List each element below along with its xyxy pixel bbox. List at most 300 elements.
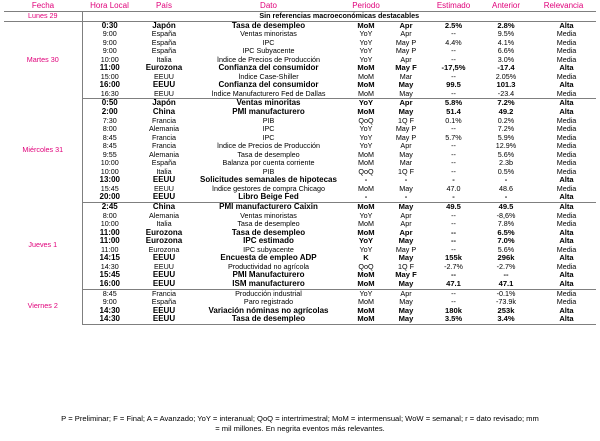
table-row — [4, 289, 596, 298]
cell-mes: Apr — [399, 21, 413, 30]
cell-tipo: MoM — [346, 315, 386, 324]
table-row — [4, 176, 596, 185]
cell-pais: Eurozona — [148, 245, 180, 254]
header-row — [4, 0, 596, 12]
cell-mes: May — [386, 280, 426, 289]
table-row — [4, 315, 596, 324]
cell-mes: May — [398, 202, 414, 212]
table-row — [4, 73, 596, 82]
cell-mes: 1Q F — [398, 167, 414, 176]
cell-pais: España — [151, 30, 177, 39]
cell-dato: Índice Case-Shiller — [238, 72, 299, 81]
table-row — [4, 64, 596, 73]
cell-dato: PMI Manufacturero — [232, 271, 305, 280]
cell-tipo: YoY — [359, 125, 373, 134]
cell-hora: 13:00 — [99, 176, 120, 185]
table-row — [4, 271, 596, 280]
cell-mes: May — [398, 237, 414, 246]
cell-dato: Índice gestores de compra Chicago — [211, 184, 326, 193]
cell-mes: Apr — [399, 228, 413, 237]
table-row — [4, 298, 596, 307]
cell-mes: May — [399, 150, 413, 159]
cell-estimado: 155k — [445, 254, 462, 263]
cell-estimado: -- — [451, 298, 456, 307]
cell-hora: 8:00 — [102, 211, 117, 220]
cell-anterior: - — [504, 176, 508, 185]
cell-hora: 10:00 — [100, 55, 119, 64]
cell-tipo: MoM — [357, 81, 375, 90]
cell-pais: EEUU — [137, 90, 191, 99]
table-row — [4, 142, 596, 151]
table-row — [4, 108, 596, 117]
cell-estimado: -- — [426, 90, 481, 99]
day-label: Martes 30 — [4, 21, 82, 99]
cell-hora: 8:45 — [102, 289, 117, 298]
cell-dato: PIB — [262, 116, 275, 125]
day-label: Jueves 1 — [4, 203, 82, 289]
cell-dato: Confianza del consumidor — [218, 81, 319, 90]
cell-relevancia: Media — [556, 55, 577, 64]
cell-tipo: QoQ — [358, 116, 374, 125]
cell-relevancia: Media — [556, 30, 577, 39]
cell-relevancia: Media — [556, 150, 577, 159]
cell-hora: 11:00 — [101, 245, 119, 254]
cell-tipo: MoM — [358, 298, 374, 307]
header-hora-local: Hora Local — [82, 0, 137, 12]
day-note: Sin referencias macroeconómicas destacables — [82, 12, 596, 22]
cell-estimado: -- — [451, 289, 456, 298]
cell-pais: Alemania — [149, 211, 179, 220]
cell-tipo: MoM — [358, 150, 374, 159]
cell-mes: May — [398, 254, 414, 263]
cell-estimado: -2.7% — [444, 262, 463, 271]
cell-anterior: - — [481, 193, 531, 202]
table-row — [4, 125, 596, 134]
cell-hora: 11:00 — [99, 237, 120, 246]
cell-tipo: QoQ — [358, 262, 374, 271]
cell-anterior: 7.2% — [497, 125, 515, 134]
table-row — [4, 47, 596, 56]
cell-tipo: YoY — [359, 55, 373, 64]
cell-relevancia: Alta — [559, 98, 574, 108]
cell-dato: IPC — [262, 125, 275, 134]
cell-estimado: -- — [451, 55, 456, 64]
cell-hora: 9:00 — [102, 298, 117, 307]
cell-pais: EEUU — [152, 176, 176, 185]
cell-anterior: -8,6% — [496, 211, 516, 220]
cell-tipo: MoM — [358, 220, 374, 229]
table-row — [4, 193, 596, 202]
cell-tipo: MoM — [357, 306, 375, 315]
cell-hora: 10:00 — [100, 220, 119, 229]
table-row — [4, 246, 596, 255]
cell-hora: 8:00 — [102, 125, 117, 134]
cell-mes: May — [386, 315, 426, 324]
cell-dato: IPC subyacente — [243, 245, 294, 254]
cell-anterior: 5.6% — [497, 150, 515, 159]
cell-pais: Japón — [152, 21, 176, 30]
cell-pais: EEUU — [152, 81, 176, 90]
cell-relevancia: Media — [531, 90, 596, 99]
header-pais: País — [137, 0, 191, 12]
cell-anterior: 296k — [497, 254, 515, 263]
cell-anterior: 2.3b — [499, 159, 513, 168]
cell-estimado: -- — [451, 30, 456, 39]
cell-relevancia: Alta — [559, 81, 574, 90]
cell-hora: 14:30 — [99, 306, 120, 315]
table-row — [4, 212, 596, 221]
cell-anterior: 7.2% — [497, 98, 515, 108]
footnote — [4, 414, 596, 433]
cell-relevancia: Alta — [559, 64, 574, 73]
table-row — [4, 21, 596, 30]
cell-pais: Francia — [152, 133, 176, 142]
cell-pais: EEUU — [137, 280, 191, 289]
cell-mes: May — [399, 298, 413, 307]
cell-hora: 16:00 — [82, 280, 137, 289]
table-row — [4, 237, 596, 246]
cell-dato: Tasa de desempleo — [231, 21, 306, 30]
cell-tipo: YoY — [359, 289, 373, 298]
cell-pais: Francia — [152, 116, 176, 125]
cell-hora: 14:30 — [100, 262, 119, 271]
cell-anterior: 2.05% — [495, 72, 517, 81]
cell-hora: 2:00 — [101, 108, 118, 117]
cell-mes: Apr — [400, 211, 412, 220]
cell-estimado: -- — [451, 72, 456, 81]
cell-anterior: 6.5% — [497, 228, 515, 237]
cell-pais: Alemania — [149, 125, 179, 134]
cell-estimado: 47.1 — [426, 280, 481, 289]
cell-pais: EEUU — [154, 262, 174, 271]
cell-estimado: 5.8% — [444, 98, 463, 108]
cell-estimado: -- — [451, 142, 456, 151]
cell-dato: ISM manufacturero — [191, 280, 346, 289]
cell-anterior: 3.4% — [481, 315, 531, 324]
header-dato: Dato — [191, 0, 346, 12]
cell-relevancia: Media — [556, 211, 577, 220]
cell-anterior: 48.6 — [499, 184, 513, 193]
cell-anterior: 7.8% — [497, 220, 515, 229]
cell-pais: Italia — [156, 167, 172, 176]
cell-pais: EEUU — [152, 254, 176, 263]
cell-relevancia: Media — [556, 159, 577, 168]
cell-relevancia: Alta — [559, 271, 574, 280]
cell-dato: Producción industrial — [235, 289, 302, 298]
cell-pais: Eurozona — [145, 237, 183, 246]
cell-hora: 15:45 — [100, 184, 119, 193]
cell-relevancia: Media — [556, 298, 577, 307]
table-row — [4, 90, 596, 99]
cell-estimado: 99.5 — [446, 81, 461, 90]
header-fecha: Fecha — [4, 0, 82, 12]
table-row — [4, 254, 596, 263]
cell-pais: España — [151, 38, 177, 47]
cell-tipo: YoY — [359, 30, 373, 39]
cell-mes: Apr — [399, 98, 413, 108]
table-row — [4, 229, 596, 238]
cell-anterior: 0.5% — [497, 167, 515, 176]
cell-relevancia: Media — [556, 220, 577, 229]
cell-relevancia: Media — [556, 47, 577, 56]
cell-pais: China — [152, 108, 176, 117]
cell-estimado: -17,5% — [441, 64, 466, 73]
cell-anterior: -23.4 — [481, 90, 531, 99]
table-row — [4, 99, 596, 108]
cell-mes: May — [398, 306, 414, 315]
cell-mes: May P — [395, 47, 417, 56]
cell-estimado: 0.1% — [445, 116, 462, 125]
cell-mes: May P — [395, 38, 417, 47]
cell-tipo: YoY — [358, 98, 374, 108]
cell-mes: May P — [395, 133, 417, 142]
cell-tipo: MoM — [346, 280, 386, 289]
cell-estimado: -- — [451, 47, 456, 56]
day-label: Lunes 29 — [4, 12, 82, 22]
cell-tipo: YoY — [359, 211, 373, 220]
cell-dato: Ventas minoristas — [240, 30, 297, 39]
cell-relevancia: Alta — [559, 21, 574, 30]
cell-estimado: 47.0 — [446, 184, 461, 193]
table-row — [4, 39, 596, 48]
cell-hora: 15:00 — [100, 72, 119, 81]
cell-relevancia: Alta — [531, 193, 596, 202]
table-row — [4, 168, 596, 177]
cell-estimado: -- — [451, 150, 456, 159]
cell-relevancia: Media — [556, 245, 577, 254]
cell-hora: 15:45 — [99, 271, 120, 280]
cell-dato: IPC — [262, 133, 275, 142]
cell-hora: 8:45 — [102, 142, 117, 151]
cell-tipo: K — [363, 254, 369, 263]
cell-anterior: 5.9% — [497, 133, 515, 142]
cell-mes: May — [386, 90, 426, 99]
cell-mes: 1Q F — [398, 116, 414, 125]
cell-hora: 0:30 — [101, 21, 118, 30]
cell-anterior: 47.1 — [481, 280, 531, 289]
cell-estimado: 180k — [445, 306, 462, 315]
cell-dato: Tasa de desempleo — [237, 150, 300, 159]
cell-dato: IPC Subyacente — [242, 47, 295, 56]
cell-hora: 2:45 — [101, 202, 118, 212]
cell-hora: 10:00 — [100, 167, 119, 176]
cell-anterior: -- — [503, 271, 509, 280]
cell-dato: Tasa de desempleo — [231, 228, 306, 237]
cell-mes: - — [386, 193, 426, 202]
table-row — [4, 56, 596, 65]
cell-tipo: YoY — [359, 47, 373, 56]
cell-estimado: -- — [450, 237, 457, 246]
cell-anterior: -2.7% — [496, 262, 516, 271]
cell-relevancia: Alta — [559, 254, 574, 263]
footnote-line: P = Preliminar; F = Final; A = Avanzado; YoY = interanual; QoQ = intertrimestral; MoM = intermensual; WoW = semanal; r = dato revisado; mm — [61, 414, 539, 423]
cell-pais: Eurozona — [145, 228, 183, 237]
cell-relevancia: Alta — [559, 176, 574, 185]
cell-pais: EEUU — [154, 72, 174, 81]
footnote-line: = mil millones. En negrita eventos más relevantes. — [215, 423, 385, 433]
cell-mes: - — [404, 176, 408, 185]
cell-hora: 8:45 — [102, 133, 117, 142]
cell-dato: PMI manufacturero — [232, 108, 305, 117]
cell-anterior: 253k — [497, 306, 515, 315]
cell-tipo: - — [346, 193, 386, 202]
cell-dato: Solicitudes semanales de hipotecas — [200, 176, 337, 185]
header-anterior: Anterior — [481, 0, 531, 12]
cell-hora: 9:00 — [102, 47, 117, 56]
cell-tipo: YoY — [358, 237, 374, 246]
cell-relevancia: Media — [556, 125, 577, 134]
header-estimado: Estimado — [426, 0, 481, 12]
table-row — [4, 185, 596, 194]
cell-relevancia: Media — [556, 116, 577, 125]
cell-mes: Apr — [400, 289, 412, 298]
cell-mes: Mar — [399, 159, 413, 168]
cell-mes: May F — [395, 271, 417, 280]
cell-pais: Japón — [152, 98, 176, 108]
cell-anterior: 12.9% — [495, 142, 517, 151]
cell-pais: Italia — [156, 55, 172, 64]
cell-tipo: YoY — [359, 133, 373, 142]
cell-dato: Índice de Precios de Producción — [216, 55, 321, 64]
cell-hora: 16:00 — [99, 81, 120, 90]
cell-tipo: MoM — [357, 228, 375, 237]
cell-mes: May — [399, 184, 413, 193]
cell-relevancia: Alta — [559, 202, 574, 212]
cell-tipo: YoY — [359, 245, 373, 254]
cell-dato: IPC — [262, 38, 275, 47]
cell-anterior: 2.8% — [497, 21, 515, 30]
cell-estimado: -- — [450, 271, 457, 280]
table-row — [4, 280, 596, 289]
cell-relevancia: Media — [556, 142, 577, 151]
cell-estimado: - — [452, 176, 455, 185]
cell-dato: Ventas minoristas — [240, 211, 297, 220]
table-row — [4, 263, 596, 272]
cell-tipo: YoY — [359, 38, 373, 47]
cell-mes: May — [398, 81, 414, 90]
cell-estimado: 51.4 — [446, 108, 461, 117]
cell-estimado: -- — [451, 125, 456, 134]
table-row — [4, 81, 596, 90]
cell-hora: 16:30 — [82, 90, 137, 99]
cell-tipo: - — [364, 176, 368, 185]
cell-anterior: -73.9k — [496, 298, 516, 307]
cell-hora: 11:00 — [99, 64, 120, 73]
cell-hora: 20:00 — [82, 193, 137, 202]
cell-dato: Productividad no agrícola — [227, 262, 310, 271]
cell-pais: Francia — [152, 289, 176, 298]
cell-estimado: -- — [450, 228, 457, 237]
cell-pais: Italia — [156, 220, 172, 229]
calendar-table — [4, 0, 596, 325]
cell-pais: Alemania — [149, 150, 179, 159]
cell-hora: 11:00 — [99, 228, 120, 237]
cell-mes: Apr — [400, 30, 412, 39]
cell-dato: IPC estimado — [243, 237, 294, 246]
cell-dato: PIB — [262, 167, 275, 176]
cell-anterior: 7.0% — [497, 237, 515, 246]
cell-dato: Índice Manufacturero Fed de Dallas — [191, 90, 346, 99]
cell-anterior: -17.4 — [497, 64, 515, 73]
cell-tipo: YoY — [359, 142, 373, 151]
cell-anterior: 0.2% — [497, 116, 515, 125]
cell-anterior: 6.6% — [497, 47, 515, 56]
cell-dato: Encuesta de empleo ADP — [220, 254, 317, 263]
cell-estimado: -- — [451, 159, 456, 168]
cell-pais: España — [151, 298, 177, 307]
cell-tipo: MoM — [357, 202, 375, 212]
cell-estimado: -- — [451, 167, 456, 176]
cell-hora: 9:00 — [102, 30, 117, 39]
cell-mes: May P — [395, 245, 417, 254]
cell-tipo: MoM — [358, 184, 374, 193]
day-label: Miércoles 31 — [4, 99, 82, 203]
cell-tipo: MoM — [346, 90, 386, 99]
cell-estimado: 4.4% — [445, 38, 462, 47]
cell-mes: May — [398, 108, 414, 117]
cell-estimado: 3.5% — [426, 315, 481, 324]
cell-dato: Paro registrado — [243, 298, 294, 307]
cell-relevancia: Alta — [559, 306, 574, 315]
header-periodo: Periodo — [346, 0, 386, 12]
cell-estimado: -- — [451, 211, 456, 220]
cell-anterior: 5.6% — [497, 245, 515, 254]
cell-relevancia: Alta — [559, 228, 574, 237]
day-label: Viernes 2 — [4, 289, 82, 324]
header-periodo-mes — [386, 0, 426, 12]
cell-hora: 9:55 — [102, 150, 117, 159]
cell-dato: Índice de Precios de Producción — [216, 142, 321, 151]
cell-mes: Apr — [400, 55, 412, 64]
table-row — [4, 220, 596, 229]
cell-pais: EEUU — [154, 184, 174, 193]
cell-pais: EEUU — [137, 315, 191, 324]
cell-tipo: MoM — [357, 108, 375, 117]
cell-hora: 14:15 — [99, 254, 120, 263]
cell-relevancia: Alta — [559, 237, 574, 246]
table-row — [4, 134, 596, 143]
cell-anterior: 101.3 — [496, 81, 516, 90]
cell-relevancia: Alta — [531, 315, 596, 324]
cell-hora: 10:00 — [100, 159, 119, 168]
cell-estimado: 49.5 — [446, 202, 461, 212]
cell-mes: 1Q F — [398, 262, 414, 271]
cell-estimado: -- — [451, 245, 456, 254]
cell-dato: PMI manufacturero Caixin — [219, 202, 318, 212]
cell-pais: Francia — [152, 142, 176, 151]
cell-estimado: 2.5% — [444, 21, 463, 30]
cell-dato: Balanza por cuenta corriente — [222, 159, 315, 168]
cell-tipo: QoQ — [358, 167, 374, 176]
table-row — [4, 117, 596, 126]
cell-anterior: 49.5 — [498, 202, 514, 212]
table-row — [4, 203, 596, 212]
cell-relevancia: Media — [556, 262, 577, 271]
cell-relevancia: Media — [556, 133, 577, 142]
cell-relevancia: Media — [556, 72, 577, 81]
cell-relevancia: Media — [556, 289, 577, 298]
cell-relevancia: Media — [556, 38, 577, 47]
table-row — [4, 151, 596, 160]
cell-hora: 0:50 — [101, 98, 118, 108]
cell-anterior: 4.1% — [497, 38, 515, 47]
cell-tipo: MoM — [357, 271, 375, 280]
cell-hora: 9:00 — [102, 38, 117, 47]
cell-pais: EEUU — [137, 193, 191, 202]
cell-pais: China — [152, 202, 176, 212]
cell-anterior: 49.2 — [498, 108, 514, 117]
table-row — [4, 159, 596, 168]
